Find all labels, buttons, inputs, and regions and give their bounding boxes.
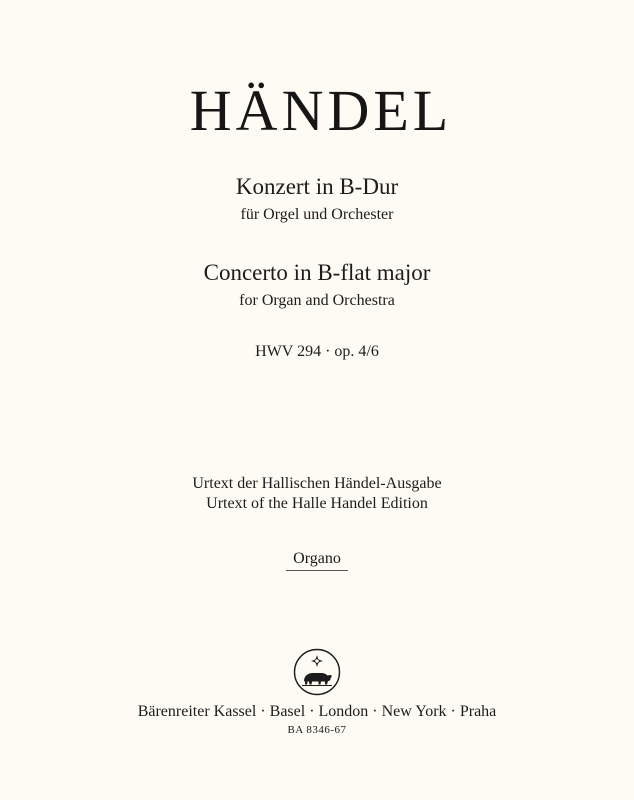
instrumentation-english: for Organ and Orchestra — [239, 292, 395, 309]
urtext-note-german: Urtext der Hallischen Händel-Ausgabe — [192, 475, 442, 492]
urtext-note-english: Urtext of the Halle Handel Edition — [206, 495, 428, 512]
part-name: Organo — [293, 550, 341, 567]
instrumentation-german: für Orgel und Orchester — [240, 206, 394, 223]
publisher-imprint: Bärenreiter Kassel · Basel · London · New York · Praha — [137, 703, 497, 720]
work-title-german: Konzert in B-Dur — [235, 174, 399, 199]
work-title-english: Concerto in B-flat major — [203, 260, 431, 285]
composer-name: HÄNDEL — [189, 78, 453, 143]
baerenreiter-logo-icon — [293, 648, 341, 696]
part-underline — [286, 570, 348, 571]
edition-order-number: BA 8346-67 — [287, 724, 347, 736]
catalog-number: HWV 294 · op. 4/6 — [255, 343, 379, 360]
